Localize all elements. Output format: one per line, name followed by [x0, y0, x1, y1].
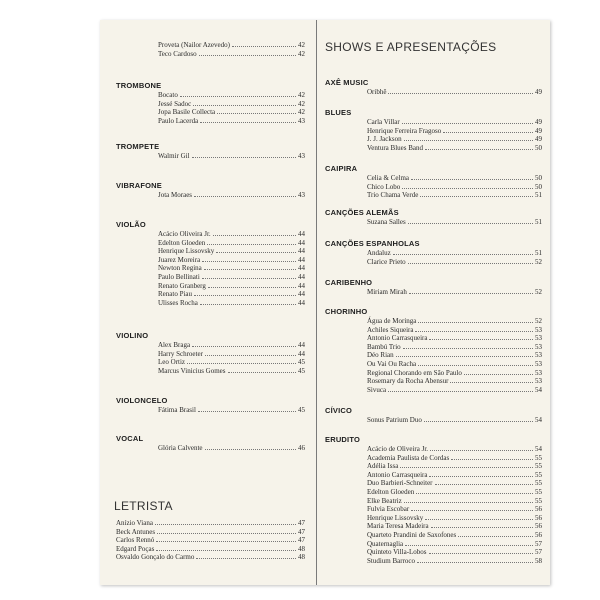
section-cancoes-alemas [317, 207, 542, 227]
entry-page-number: 42 [298, 49, 305, 58]
section-blues [317, 107, 542, 152]
book-page [100, 20, 550, 585]
entry-name: Juarez Moreira [158, 255, 201, 264]
entry-name: Fátima Brasil [158, 406, 196, 414]
entry-name: Rosemary da Rocha Abensur [367, 377, 449, 386]
toc-entry [317, 334, 542, 343]
entry-name: J. J. Jackson [367, 135, 402, 144]
entry-page-number: 44 [298, 349, 305, 358]
toc-entry [317, 326, 542, 335]
toc-entry [100, 108, 305, 117]
entry-name: Achiles Siqueira [367, 325, 414, 334]
entry-name: Chico Lobo [367, 182, 401, 191]
entry-page-number: 44 [298, 272, 305, 281]
toc-entry [100, 358, 305, 367]
dot-leader [458, 536, 533, 537]
section-title-blues: BLUES [325, 108, 352, 117]
dot-leader [424, 421, 533, 422]
toc-entry [317, 557, 542, 566]
dot-leader [202, 278, 296, 279]
dot-leader [193, 105, 296, 106]
toc-entry [317, 360, 542, 369]
entry-page-number: 45 [298, 406, 305, 414]
entry-page-number: 44 [298, 341, 305, 349]
section-erudito [317, 434, 542, 565]
entry-page-number: 44 [298, 298, 305, 307]
toc-entry [317, 249, 542, 258]
section-title-violino: VIOLINO [116, 331, 149, 340]
dot-leader [202, 261, 296, 262]
entry-name: Academia Paulista de Cordas [367, 453, 450, 462]
dot-leader [418, 365, 533, 366]
toc-entry [317, 531, 542, 540]
dot-leader [208, 287, 296, 288]
toc-entry [100, 341, 305, 350]
entry-page-number: 53 [535, 325, 542, 334]
toc-entry [100, 152, 305, 161]
entry-name: Antonio Carrasqueira [367, 334, 428, 343]
entry-name: Alex Braga [158, 341, 191, 349]
entry-page-number: 52 [535, 317, 542, 325]
dot-leader [396, 356, 533, 357]
section-title-violoncelo: VIOLONCELO [116, 396, 168, 405]
entry-name: Harry Schroeter [158, 349, 203, 358]
entry-page-number: 45 [298, 358, 305, 367]
entry-name: Ou Vai Ou Racha [367, 359, 417, 368]
entry-name: Walmir Gil [158, 152, 190, 160]
section-violao [100, 219, 305, 307]
dot-leader [205, 355, 296, 356]
entry-name: Quarteto Prandini de Saxofones [367, 530, 457, 539]
toc-entry [317, 174, 542, 183]
entry-page-number: 46 [298, 444, 305, 452]
entry-name: Renato Piau [158, 290, 193, 299]
toc-entry [100, 282, 305, 291]
entry-page-number: 47 [298, 519, 305, 527]
entry-page-number: 54 [535, 416, 542, 424]
dot-leader [416, 493, 533, 494]
dot-leader [431, 527, 533, 528]
toc-entry [317, 118, 542, 127]
entry-name: Celia & Celma [367, 174, 409, 182]
dot-leader [155, 524, 296, 525]
entry-name: Bambú Trio [367, 342, 401, 351]
toc-entry [317, 127, 542, 136]
dot-leader [199, 55, 296, 56]
entry-page-number: 44 [298, 290, 305, 299]
entry-page-number: 58 [535, 556, 542, 565]
toc-entry [317, 343, 542, 352]
section-title-vibrafone: VIBRAFONE [116, 181, 162, 190]
section-caribenho [317, 277, 542, 297]
dot-leader [411, 510, 533, 511]
dot-leader [430, 450, 533, 451]
entry-page-number: 49 [535, 126, 542, 135]
toc-entry [100, 444, 305, 453]
entry-name: Newton Regina [158, 264, 202, 273]
entry-name: Paulo Lacerda [158, 116, 199, 125]
entry-page-number: 48 [298, 553, 305, 562]
shows-heading: SHOWS E APRESENTAÇÕES [325, 40, 497, 54]
entry-name: Miriam Mirah [367, 288, 407, 296]
dot-leader [400, 467, 533, 468]
entry-name: Regional Chorando em São Paulo [367, 368, 462, 377]
entry-page-number: 44 [298, 264, 305, 273]
section-vocal [100, 433, 305, 453]
section-title-civico: CÍVICO [325, 406, 353, 415]
entry-name: Andaluz [367, 249, 391, 257]
dot-leader [192, 157, 296, 158]
entry-name: Studium Barroco [367, 556, 416, 565]
entry-name: Quinteto Villa-Lobos [367, 548, 427, 557]
entry-page-number: 55 [535, 453, 542, 462]
entry-name: Ulisses Rocha [158, 298, 198, 307]
entry-page-number: 44 [298, 238, 305, 247]
entry-name: Oribhê [367, 88, 387, 96]
dot-leader [451, 459, 533, 460]
toc-entry [317, 377, 542, 386]
entry-name: Fulvia Escobar [367, 505, 410, 514]
entry-page-number: 49 [535, 118, 542, 126]
toc-entry [100, 545, 305, 554]
entry-name: Adélia Issa [367, 462, 399, 471]
section-cancoes-espanholas [317, 238, 542, 266]
entry-page-number: 53 [535, 351, 542, 360]
toc-entry [317, 445, 542, 454]
entry-page-number: 48 [298, 544, 305, 553]
dot-leader [198, 411, 296, 412]
entry-page-number: 44 [298, 247, 305, 256]
entry-name: Sonus Patrium Duo [367, 416, 422, 424]
toc-entry [317, 351, 542, 360]
entry-name: Suzana Salles [367, 218, 406, 226]
entry-page-number: 42 [298, 91, 305, 99]
dot-leader [187, 363, 296, 364]
dot-leader [232, 46, 296, 47]
entry-page-number: 53 [535, 377, 542, 386]
entry-page-number: 55 [535, 496, 542, 505]
toc-entry [100, 290, 305, 299]
toc-entry [100, 273, 305, 282]
toc-entry [317, 386, 542, 395]
toc-entry [317, 514, 542, 523]
entry-page-number: 53 [535, 334, 542, 343]
toc-entry [100, 553, 305, 562]
entry-page-number: 42 [298, 99, 305, 108]
entry-name: Jessé Sadoc [158, 99, 192, 108]
entry-page-number: 43 [298, 191, 305, 199]
toc-entry [317, 218, 542, 227]
entry-name: Quaternaglia [367, 539, 404, 548]
dot-leader [429, 339, 533, 340]
section-vibrafone [100, 180, 305, 200]
entry-name: Edelton Gloeden [158, 238, 206, 247]
dot-leader [204, 269, 296, 270]
entry-page-number: 50 [535, 182, 542, 191]
continued-section [100, 41, 305, 58]
dot-leader [228, 372, 297, 373]
section-title-vocal: VOCAL [116, 434, 144, 443]
toc-entry [317, 462, 542, 471]
entry-name: Henrique Ferreira Fragoso [367, 126, 442, 135]
section-chorinho [317, 306, 542, 394]
toc-entry [100, 191, 305, 200]
dot-leader [405, 545, 533, 546]
section-letrista [100, 498, 305, 562]
entry-name: Trio Chama Verde [367, 191, 419, 200]
toc-entry [100, 350, 305, 359]
entry-name: Anízio Viana [116, 519, 153, 527]
entry-name: Duo Barbieri-Schneiter [367, 479, 433, 488]
section-violoncelo [100, 395, 305, 415]
entry-name: Paulo Bellinati [158, 272, 200, 281]
dot-leader [425, 149, 533, 150]
entry-name: Clarice Prieto [367, 257, 406, 266]
dot-leader [420, 196, 533, 197]
section-trombone [100, 80, 305, 125]
section-violino [100, 330, 305, 375]
toc-entry [317, 454, 542, 463]
dot-leader [200, 304, 296, 305]
entry-name: Marcus Vinicius Gomes [158, 366, 226, 375]
section-axe-music [317, 77, 542, 97]
toc-entry [317, 88, 542, 97]
entry-name: Déo Rian [367, 351, 394, 360]
toc-entry [317, 488, 542, 497]
dot-leader [464, 374, 533, 375]
section-title-letrista: LETRISTA [114, 499, 173, 513]
toc-entry [317, 135, 542, 144]
entry-name: Jota Moraes [158, 191, 193, 199]
entry-page-number: 52 [535, 257, 542, 266]
dot-leader [404, 140, 533, 141]
entry-page-number: 53 [535, 359, 542, 368]
entry-name: Elke Beatriz [367, 496, 402, 505]
section-caipira [317, 163, 542, 200]
entry-page-number: 57 [535, 539, 542, 548]
dot-leader [435, 484, 533, 485]
toc-entry [317, 288, 542, 297]
toc-entry [100, 100, 305, 109]
toc-entry [317, 317, 542, 326]
section-title-violao: VIOLÃO [116, 220, 146, 229]
toc-entry [100, 41, 305, 50]
entry-name: Osvaldo Gonçalo do Carmo [116, 553, 195, 562]
dot-leader [403, 348, 533, 349]
section-title-axe-music: AXÊ MUSIC [325, 78, 369, 87]
entry-page-number: 47 [298, 536, 305, 545]
dot-leader [156, 550, 296, 551]
toc-entry [317, 144, 542, 153]
toc-entry [100, 230, 305, 239]
dot-leader [157, 533, 296, 534]
dot-leader [194, 295, 296, 296]
entry-page-number: 55 [535, 462, 542, 471]
toc-entry [317, 416, 542, 425]
dot-leader [443, 132, 533, 133]
dot-leader [205, 449, 296, 450]
entry-page-number: 54 [535, 445, 542, 453]
toc-entry [317, 479, 542, 488]
entry-page-number: 55 [535, 479, 542, 488]
section-title-caribenho: CARIBENHO [325, 278, 373, 287]
entry-name: Carla Villar [367, 118, 400, 126]
entry-page-number: 56 [535, 513, 542, 522]
entry-name: Edgard Poças [116, 544, 155, 553]
dot-leader [402, 188, 533, 189]
entry-name: Acácio Oliveira Jr. [158, 230, 211, 238]
dot-leader [429, 476, 533, 477]
dot-leader [429, 553, 533, 554]
entry-page-number: 47 [298, 527, 305, 536]
dot-leader [408, 223, 533, 224]
entry-page-number: 51 [535, 249, 542, 257]
toc-entry [317, 505, 542, 514]
dot-leader [388, 391, 533, 392]
entry-name: Renato Granberg [158, 281, 206, 290]
toc-entry [100, 406, 305, 415]
dot-leader [411, 179, 533, 180]
section-trompete [100, 141, 305, 161]
dot-leader [156, 541, 296, 542]
entry-page-number: 44 [298, 281, 305, 290]
entry-page-number: 42 [298, 41, 305, 49]
entry-name: Henrique Lissovsky [158, 247, 215, 256]
entry-page-number: 56 [535, 505, 542, 514]
entry-name: Acácio de Oliveira Jr. [367, 445, 429, 453]
section-title-cancoes-alemas: CANÇÕES ALEMÃS [325, 208, 399, 217]
toc-entry [317, 191, 542, 200]
entry-name: Água de Moringa [367, 317, 417, 325]
entry-name: Jopa Basile Collecta [158, 108, 216, 117]
entry-page-number: 52 [535, 288, 542, 296]
entry-name: Beck Antunes [116, 527, 156, 536]
entry-page-number: 49 [535, 135, 542, 144]
dot-leader [425, 519, 533, 520]
toc-entry [317, 258, 542, 267]
dot-leader [417, 562, 533, 563]
dot-leader [418, 322, 533, 323]
entry-page-number: 54 [535, 385, 542, 394]
entry-page-number: 50 [535, 143, 542, 152]
dot-leader [388, 93, 533, 94]
toc-entry [317, 522, 542, 531]
section-title-trompete: TROMPETE [116, 142, 160, 151]
entry-page-number: 42 [298, 108, 305, 117]
dot-leader [404, 502, 533, 503]
entry-name: Maria Teresa Madeira [367, 522, 429, 531]
entry-page-number: 44 [298, 255, 305, 264]
toc-entry [317, 471, 542, 480]
toc-entry [100, 239, 305, 248]
section-civico [317, 405, 542, 425]
dot-leader [402, 123, 533, 124]
dot-leader [393, 254, 533, 255]
entry-page-number: 55 [535, 487, 542, 496]
entry-name: Proveta (Nailor Azevedo) [158, 41, 230, 49]
dot-leader [180, 96, 296, 97]
dot-leader [217, 113, 296, 114]
entry-page-number: 56 [535, 530, 542, 539]
dot-leader [415, 331, 533, 332]
toc-entry [100, 117, 305, 126]
toc-entry [317, 369, 542, 378]
entry-name: Leo Ortiz [158, 358, 186, 367]
entry-page-number: 51 [535, 191, 542, 200]
section-title-trombone: TROMBONE [116, 81, 162, 90]
toc-entry [100, 256, 305, 265]
entry-page-number: 53 [535, 342, 542, 351]
entry-page-number: 43 [298, 116, 305, 125]
entry-page-number: 50 [535, 174, 542, 182]
dot-leader [194, 196, 296, 197]
toc-entry [100, 536, 305, 545]
entry-name: Edelton Gloeden [367, 487, 415, 496]
toc-entry [100, 247, 305, 256]
dot-leader [216, 252, 296, 253]
dot-leader [213, 235, 296, 236]
section-title-chorinho: CHORINHO [325, 307, 368, 316]
entry-page-number: 56 [535, 522, 542, 531]
dot-leader [408, 263, 533, 264]
toc-entry [100, 264, 305, 273]
entry-name: Glória Calvente [158, 444, 203, 452]
dot-leader [200, 122, 296, 123]
entry-name: Henrique Lissovsky [367, 513, 424, 522]
section-title-cancoes-espanholas: CANÇÕES ESPANHOLAS [325, 239, 420, 248]
entry-page-number: 45 [298, 366, 305, 375]
entry-name: Bocato [158, 91, 178, 99]
toc-entry [100, 50, 305, 59]
dot-leader [192, 346, 296, 347]
entry-page-number: 49 [535, 88, 542, 96]
dot-leader [409, 293, 533, 294]
section-title-caipira: CAIPIRA [325, 164, 358, 173]
toc-entry [100, 528, 305, 537]
entry-page-number: 44 [298, 230, 305, 238]
entry-page-number: 57 [535, 548, 542, 557]
toc-entry [317, 497, 542, 506]
toc-entry [317, 540, 542, 549]
dot-leader [196, 558, 296, 559]
entry-name: Sivuca [367, 385, 387, 394]
entry-page-number: 55 [535, 470, 542, 479]
entry-name: Antonio Carrasqueira [367, 470, 428, 479]
entry-page-number: 53 [535, 368, 542, 377]
dot-leader [207, 244, 296, 245]
entry-page-number: 43 [298, 152, 305, 160]
toc-entry [100, 367, 305, 376]
toc-entry [317, 548, 542, 557]
entry-name: Ventura Blues Band [367, 143, 423, 152]
dot-leader [450, 382, 533, 383]
section-title-erudito: ERUDITO [325, 435, 361, 444]
toc-entry [100, 519, 305, 528]
entry-page-number: 51 [535, 218, 542, 226]
toc-entry [100, 299, 305, 308]
toc-entry [317, 183, 542, 192]
entry-name: Carlos Rennó [116, 536, 155, 545]
toc-entry [100, 91, 305, 100]
entry-name: Teco Cardoso [158, 49, 197, 58]
